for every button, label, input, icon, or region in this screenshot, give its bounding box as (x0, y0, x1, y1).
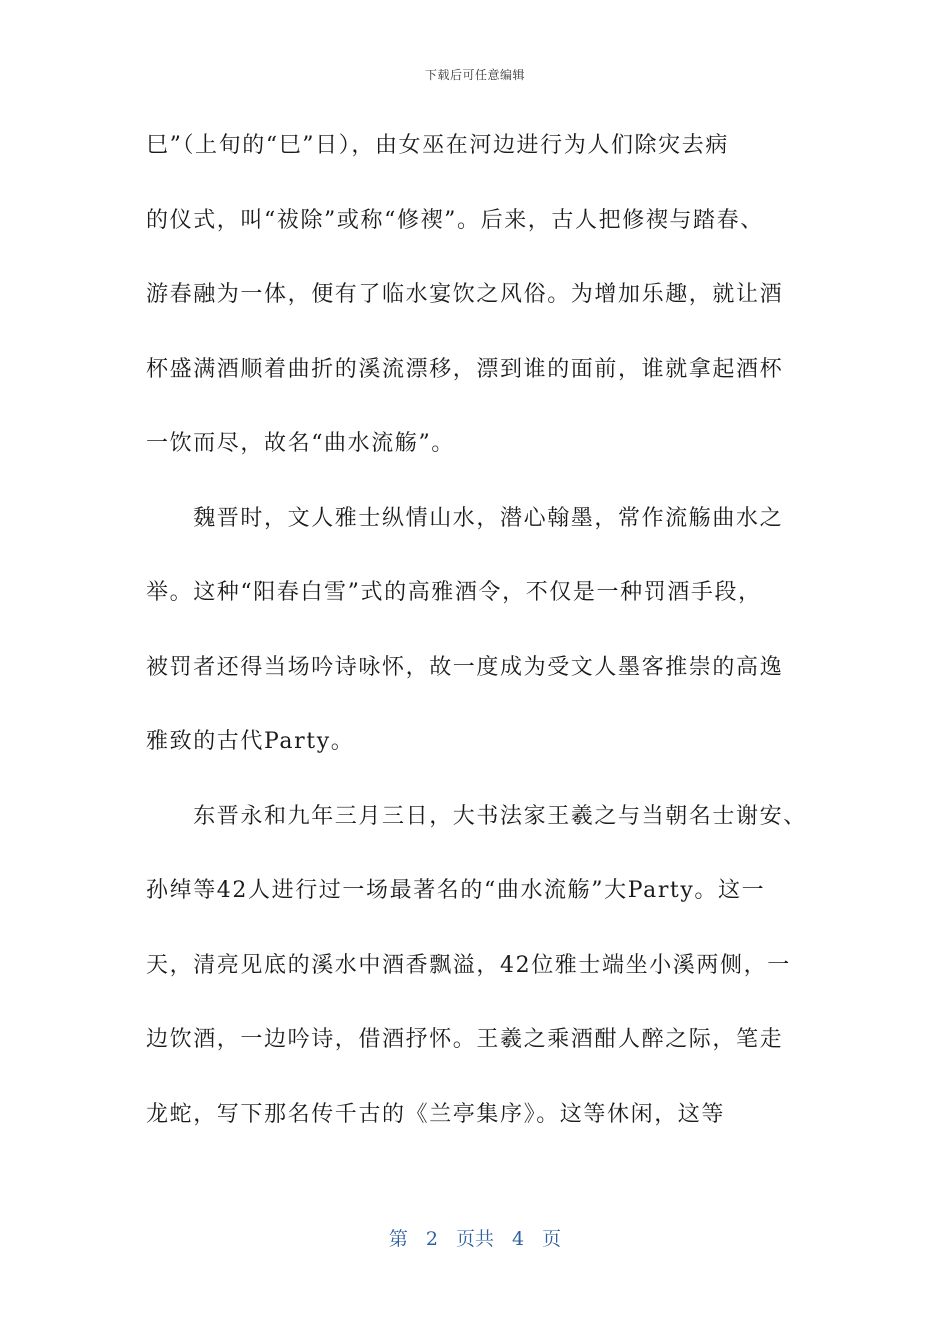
footer-prefix: 第 (388, 1228, 408, 1250)
text-line: 魏晋时，文人雅士纵情山水，潜心翰墨，常作流觞曲水之 (146, 505, 784, 531)
text-line: 孙绰等42人进行过一场最著名的“曲水流觞”大Party。这一 (146, 878, 766, 903)
text-line: 东晋永和九年三月三日，大书法家王羲之与当朝名士谢安、 (146, 803, 807, 829)
text-line: 游春融为一体，便有了临水宴饮之风俗。为增加乐趣，就让酒 (146, 282, 784, 307)
text-line: 龙蛇，写下那名传千古的《兰亭集序》。这等休闲，这等 (146, 1101, 726, 1127)
text-line: 举。这种“阳春白雪”式的高雅酒令，不仅是一种罚酒手段， (146, 580, 762, 605)
footer-page-number: 2 (425, 1228, 438, 1250)
text-line: 雅致的古代Party。 (146, 729, 355, 754)
text-line: 一饮而尽，故名“曲水流觞”。 (146, 431, 455, 456)
page-header: 下载后可任意编辑 (424, 68, 525, 82)
footer-total-pages: 4 (512, 1228, 525, 1250)
text-line: 被罚者还得当场吟诗咏怀，故一度成为受文人墨客推崇的高逸 (146, 654, 784, 680)
text-line: 边饮酒，一边吟诗，借酒抒怀。王羲之乘酒酣人醉之际，笔走 (146, 1027, 784, 1052)
text-line: 的仪式，叫“祓除”或称“修禊”。后来，古人把修禊与踏春、 (146, 207, 764, 233)
text-line: 巳”（上旬的“巳”日），由女巫在河边进行为人们除灾去病 (146, 133, 729, 158)
text-line: 杯盛满酒顺着曲折的溪流漂移，漂到谁的面前，谁就拿起酒杯 (146, 356, 784, 382)
footer-middle: 页共 (455, 1228, 494, 1250)
document-body (146, 120, 816, 1163)
text-line: 天，清亮见底的溪水中酒香飘溢，42位雅士端坐小溪两侧，一 (146, 952, 791, 978)
page-footer (0, 1224, 950, 1251)
footer-suffix: 页 (542, 1228, 562, 1250)
